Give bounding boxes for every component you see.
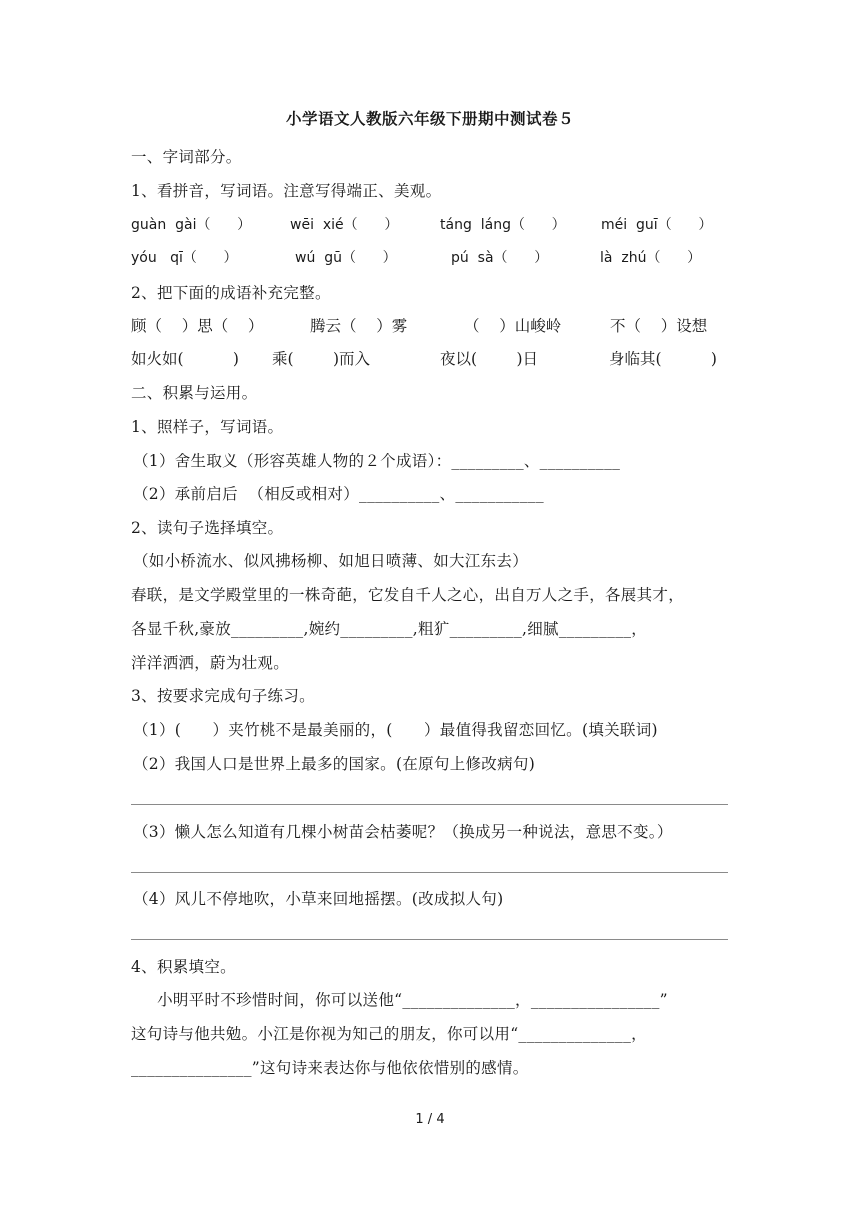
- answer-line: [131, 939, 728, 940]
- answer-line: [131, 872, 728, 873]
- pinyin-item: guàn gài（ ）: [131, 217, 252, 233]
- pinyin-item: wú gū（ ）: [295, 250, 397, 266]
- answer-line: [131, 804, 728, 805]
- section-heading-1: 一、字词部分。: [131, 148, 242, 166]
- question-1: 1、看拼音，写词语。注意写得端正、美观。: [131, 182, 442, 200]
- idiom-item: （ ）山峻岭: [464, 317, 562, 335]
- question-2: 2、把下面的成语补充完整。: [131, 284, 331, 302]
- question-2-1-b: （2）承前启后 （相反或相对）__________、___________: [133, 485, 544, 503]
- idiom-item: 腾云（ ）雾: [310, 317, 408, 335]
- pinyin-item: yóu qī（ ）: [131, 250, 238, 266]
- idiom-item: 不（ ）设想: [610, 317, 708, 335]
- question-2-4-text: _______________”这句诗来表达你与他依依惜别的感情。: [131, 1059, 529, 1077]
- question-2-3-d: （4）风儿不停地吹，小草来回地摇摆。(改成拟人句): [133, 890, 504, 908]
- pinyin-item: wēi xié（ ）: [290, 217, 399, 233]
- idiom-item: 夜以( )日: [440, 350, 539, 368]
- idiom-item: 顾（ ）思（ ）: [131, 317, 264, 335]
- question-2-3: 3、按要求完成句子练习。: [131, 687, 315, 705]
- page-title: 小学语文人教版六年级下册期中测试卷５: [285, 109, 574, 128]
- idiom-item: 乘( )而入: [272, 350, 371, 368]
- question-2-2-text: 洋洋洒洒，蔚为壮观。: [131, 654, 290, 672]
- question-2-3-b: （2）我国人口是世界上最多的国家。(在原句上修改病句): [133, 755, 536, 773]
- question-2-2-options: （如小桥流水、似风拂杨柳、如旭日喷薄、如大江东去）: [133, 552, 529, 570]
- page-number: 1 / 4: [415, 1112, 445, 1127]
- question-2-4-text: 这句诗与他共勉。小江是你视为知己的朋友，你可以用“______________，: [131, 1025, 647, 1043]
- question-2-2-text: 各显千秋,豪放_________,婉约_________,粗犷_________,细腻_________，: [131, 620, 648, 638]
- question-2-3-c: （3）懒人怎么知道有几棵小树苗会枯萎呢？（换成另一种说法，意思不变。）: [133, 823, 673, 841]
- pinyin-item: táng láng（ ）: [440, 217, 566, 233]
- question-2-3-a: （1）( ）夹竹桃不是最美丽的，( ）最值得我留恋回忆。(填关联词): [133, 721, 658, 739]
- pinyin-item: pú sà（ ）: [451, 250, 549, 266]
- pinyin-item: là zhú（ ）: [600, 250, 702, 266]
- question-2-4-text: 小明平时不珍惜时间，你可以送他“______________，________________”: [131, 991, 668, 1009]
- section-heading-2: 二、积累与运用。: [131, 384, 258, 402]
- question-2-1-a: （1）舍生取义（形容英雄人物的２个成语）：_________、__________: [133, 452, 621, 470]
- idiom-item: 如火如( ): [131, 350, 239, 368]
- question-2-2: 2、读句子选择填空。: [131, 519, 284, 537]
- question-2-1: 1、照样子，写词语。: [131, 418, 284, 436]
- question-2-2-text: 春联，是文学殿堂里的一株奇葩，它发自千人之心，出自万人之手，各展其才，: [131, 586, 685, 604]
- question-2-4: 4、积累填空。: [131, 958, 236, 976]
- idiom-item: 身临其( ): [609, 350, 717, 368]
- pinyin-item: méi guī（ ）: [601, 217, 713, 233]
